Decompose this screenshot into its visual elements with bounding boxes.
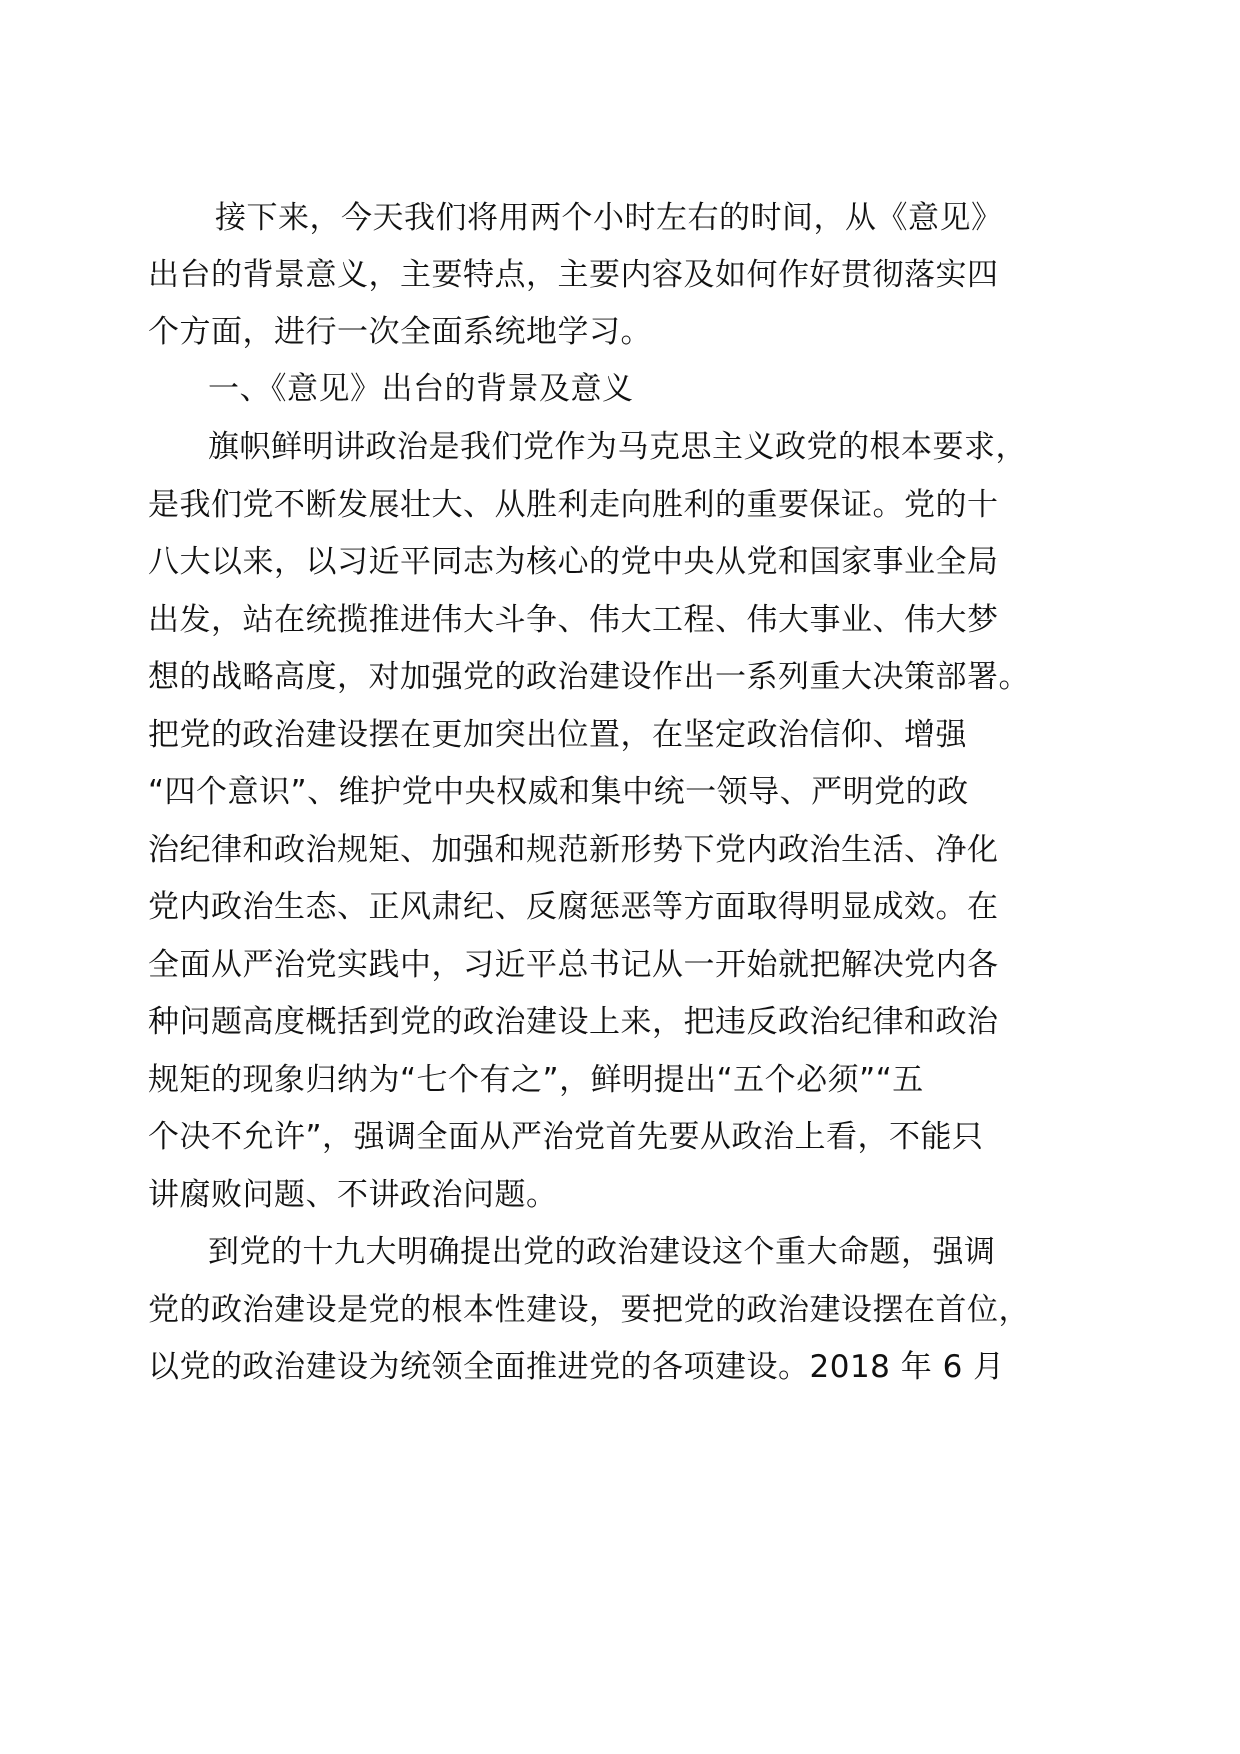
paragraph-2-line-9: 党内政治生态、正风肃纪、反腐惩恶等方面取得明显成效。在 (148, 889, 999, 925)
paragraph-2-line-12: 规矩的现象归纳为“七个有之”，鲜明提出“五个必须”“五 (148, 1062, 924, 1098)
paragraph-2-line-8: 治纪律和政治规矩、加强和规范新形势下党内政治生活、净化 (148, 832, 999, 868)
paragraph-3-line-3: 以党的政治建设为统领全面推进党的各项建设。2018 年 6 月 (148, 1349, 1005, 1385)
paragraph-2-line-14: 讲腐败问题、不讲政治问题。 (148, 1177, 558, 1213)
paragraph-2-line-6: 把党的政治建设摆在更加突出位置，在坚定政治信仰、增强 (148, 717, 967, 753)
paragraph-2-line-7: “四个意识”、维护党中央权威和集中统一领导、严明党的政 (148, 774, 969, 810)
paragraph-2-line-5: 想的战略高度，对加强党的政治建设作出一系列重大决策部署。 (148, 659, 1030, 695)
paragraph-1-line-1: 接下来，今天我们将用两个小时左右的时间，从《意见》 (215, 200, 1003, 236)
paragraph-2-line-10: 全面从严治党实践中，习近平总书记从一开始就把解决党内各 (148, 947, 999, 983)
paragraph-2-line-2: 是我们党不断发展壮大、从胜利走向胜利的重要保证。党的十 (148, 487, 999, 523)
paragraph-3-line-2: 党的政治建设是党的根本性建设，要把党的政治建设摆在首位， (148, 1292, 1030, 1328)
paragraph-2-line-11: 种问题高度概括到党的政治建设上来，把违反政治纪律和政治 (148, 1004, 999, 1040)
paragraph-2-line-4: 出发，站在统揽推进伟大斗争、伟大工程、伟大事业、伟大梦 (148, 602, 999, 638)
paragraph-3-line-1: 到党的十九大明确提出党的政治建设这个重大命题，强调 (208, 1234, 996, 1270)
paragraph-1-line-2: 出台的背景意义，主要特点，主要内容及如何作好贯彻落实四 (148, 257, 999, 293)
paragraph-2-line-13: 个决不允许”，强调全面从严治党首先要从政治上看，不能只 (148, 1119, 984, 1155)
paragraph-1-line-3: 个方面，进行一次全面系统地学习。 (148, 314, 652, 350)
paragraph-2-line-3: 八大以来，以习近平同志为核心的党中央从党和国家事业全局 (148, 544, 999, 580)
paragraph-2-line-1: 旗帜鲜明讲政治是我们党作为马克思主义政党的根本要求， (208, 429, 1027, 465)
section-heading: 一、《意见》出台的背景及意义 (208, 371, 634, 407)
